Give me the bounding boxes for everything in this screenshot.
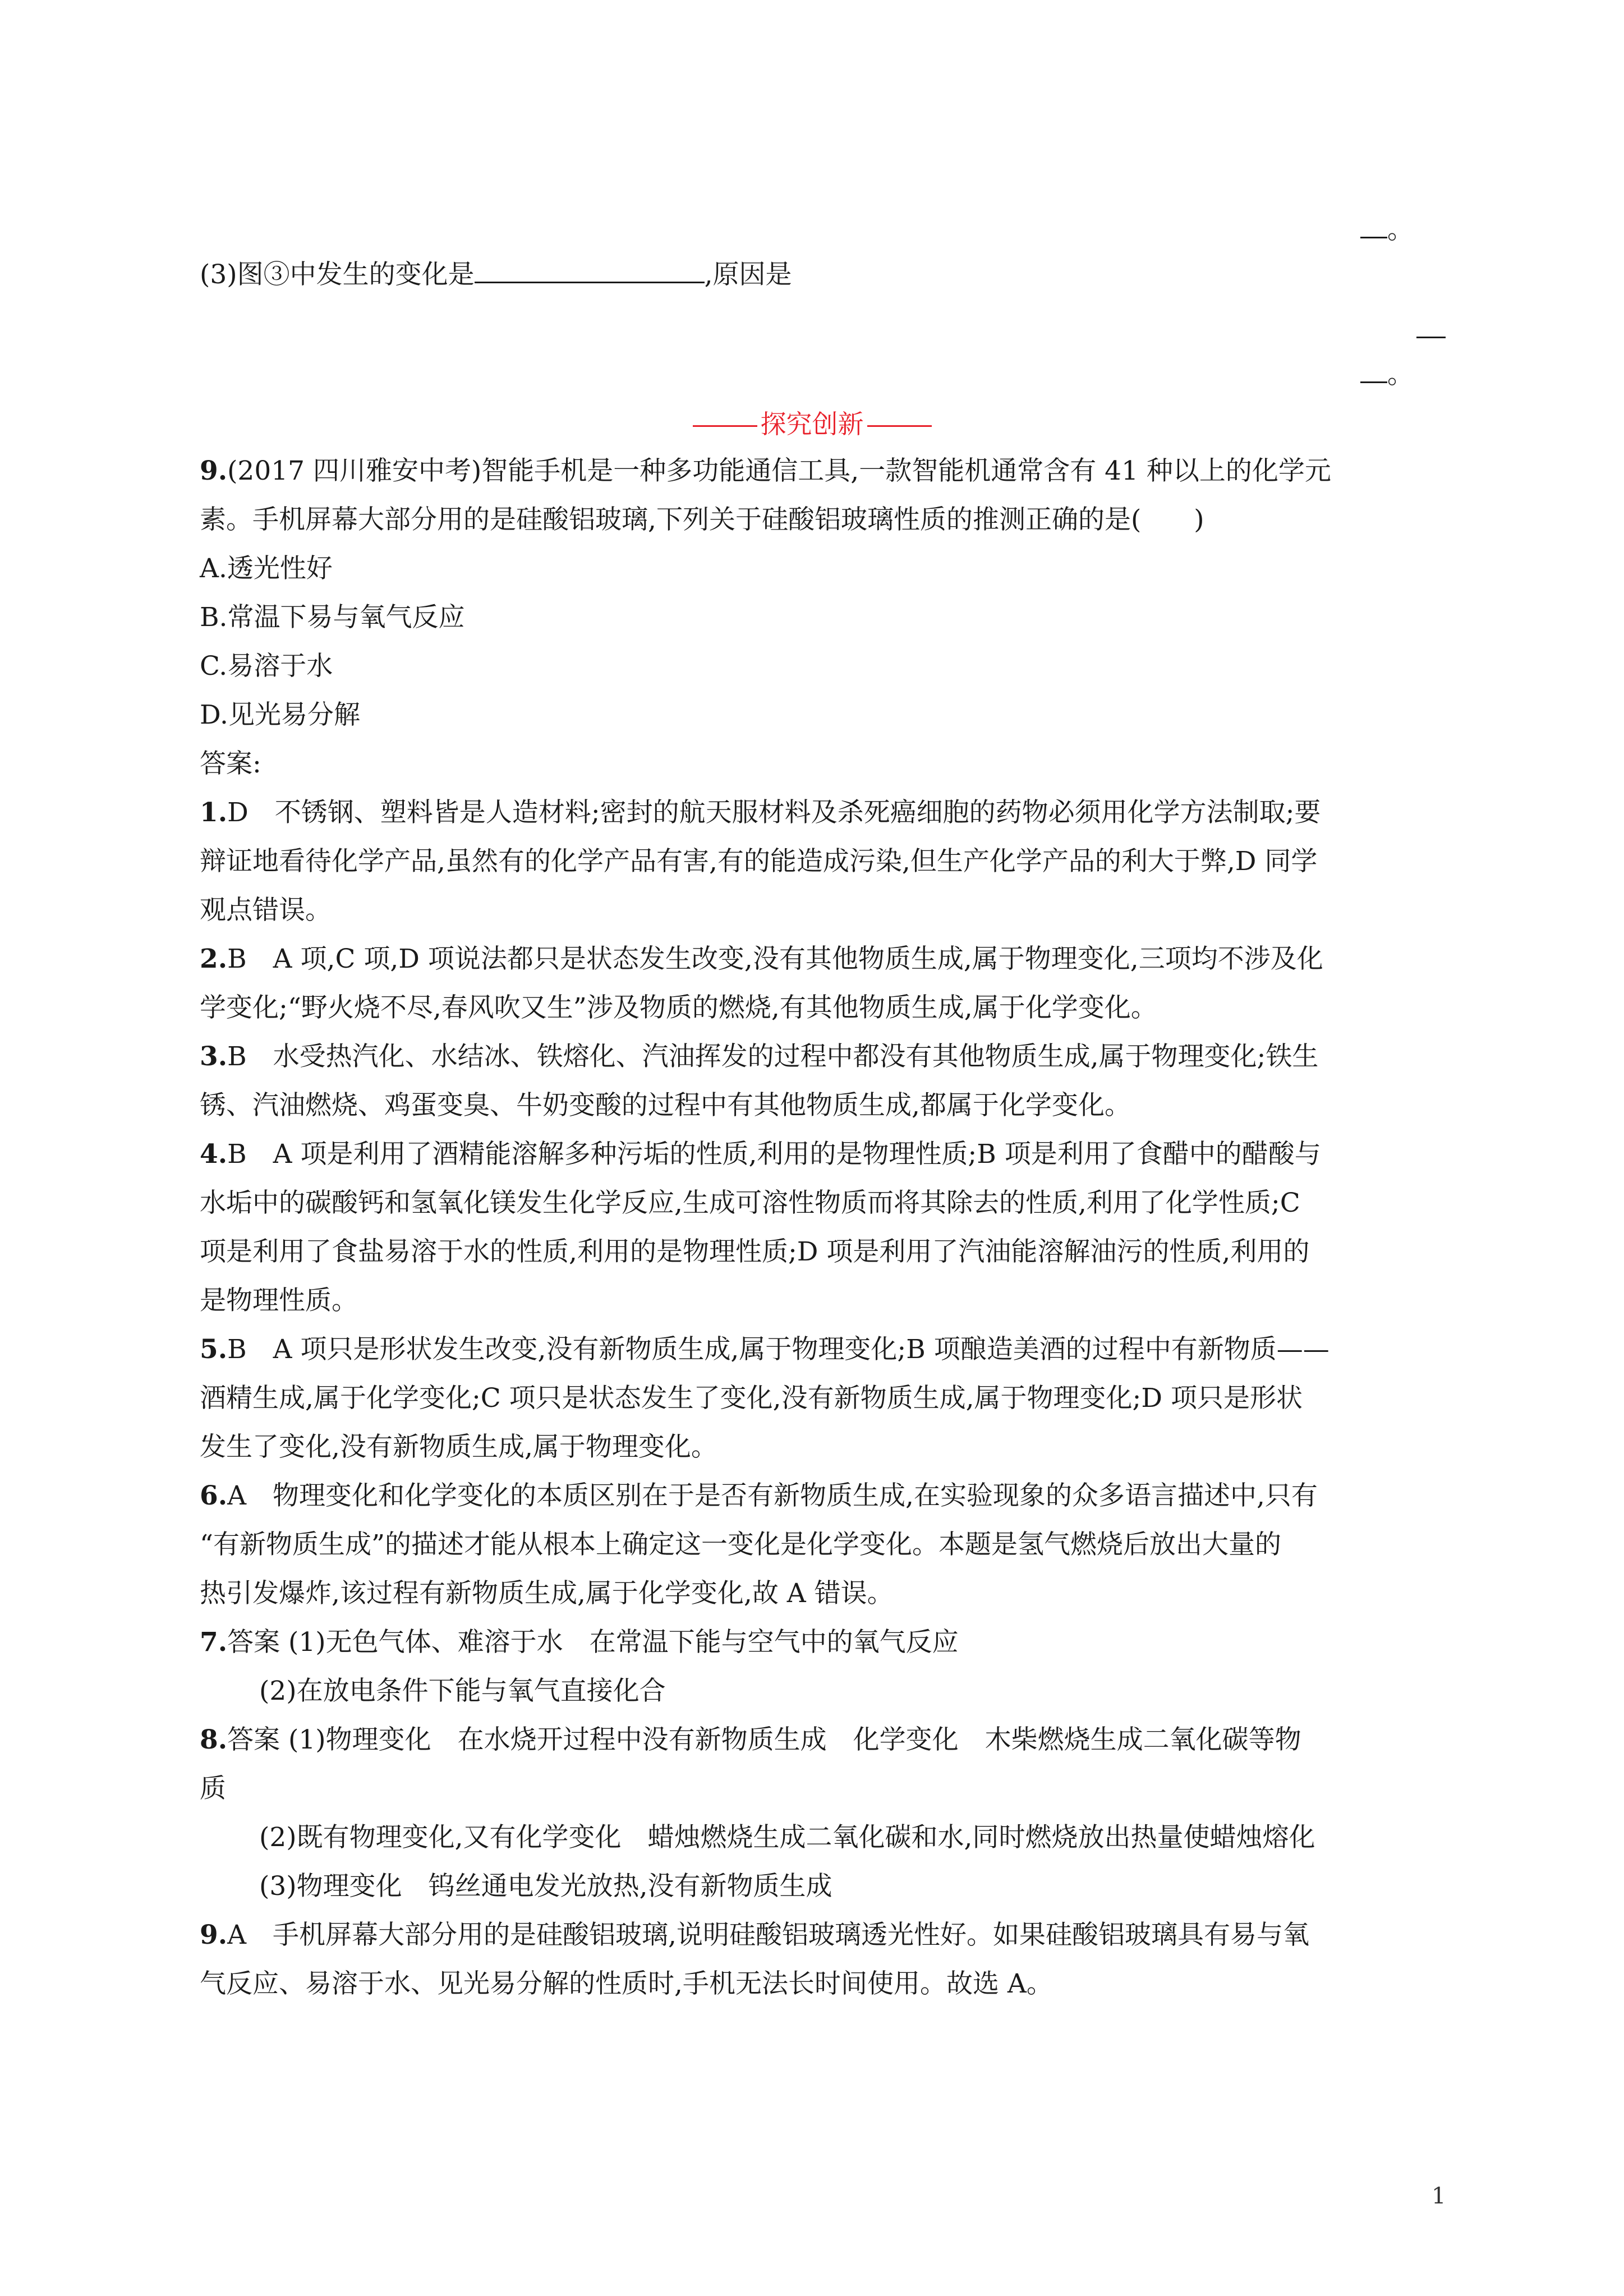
- answer-6-line-3: 热引发爆炸,该过程有新物质生成,属于化学变化,故 A 错误。: [200, 1578, 894, 1609]
- q9-option-a: A.透光性好: [200, 553, 333, 584]
- answer-8-sub-1: (2)既有物理变化,又有化学变化 蜡烛燃烧生成二氧化碳和水,同时燃烧放出热量使蜡烛熔化: [259, 1822, 1315, 1853]
- answer-5-line-1: 5.B A 项只是形状发生改变,没有新物质生成,属于物理变化;B 项酿造美酒的过程中有新物质——: [200, 1334, 1329, 1365]
- q9-stem-line-1: 9.(2017 四川雅安中考)智能手机是一种多功能通信工具,一款智能机通常含有 41 种以上的化学元: [200, 455, 1331, 486]
- fill-dash: [1360, 214, 1387, 238]
- q9-stem-line-2: 素。手机屏幕大部分用的是硅酸铝玻璃,下列关于硅酸铝玻璃性质的推测正确的是( ): [200, 504, 1204, 535]
- answer-4-line-2: 水垢中的碳酸钙和氢氧化镁发生化学反应,生成可溶性物质而将其除去的性质,利用了化学性质;C: [200, 1188, 1300, 1218]
- answer-1-line-3: 观点错误。: [200, 895, 332, 926]
- answer-8-line-2: 质: [200, 1773, 226, 1804]
- answer-3-line-2: 锈、汽油燃烧、鸡蛋变臭、牛奶变酸的过程中有其他物质生成,都属于化学变化。: [200, 1090, 1131, 1121]
- answer-4-line-4: 是物理性质。: [200, 1285, 358, 1316]
- q8-part3-text: (3)图③中发生的变化是: [200, 259, 475, 290]
- q8-part3-line: [200, 257, 792, 292]
- section-title: 探究创新: [760, 409, 864, 439]
- answer-2-line-1: 2.B A 项,C 项,D 项说法都只是状态发生改变,没有其他物质生成,属于物理变化,三项均不涉及化: [200, 944, 1323, 974]
- heading-rule-left: [693, 425, 757, 427]
- answer-5-line-3: 发生了变化,没有新物质生成,属于物理变化。: [200, 1432, 717, 1462]
- line-end-mark-2: 。: [1360, 358, 1414, 392]
- answer-3-line-1: 3.B 水受热汽化、水结冰、铁熔化、汽油挥发的过程中都没有其他物质生成,属于物理变化;铁生: [200, 1041, 1319, 1072]
- q9-option-c: C.易溶于水: [200, 651, 333, 682]
- answer-7-sub-1: (2)在放电条件下能与氧气直接化合: [259, 1676, 666, 1706]
- answer-blank[interactable]: [475, 257, 705, 283]
- fill-dash: [1360, 359, 1387, 383]
- answer-5-line-2: 酒精生成,属于化学变化;C 项只是状态发生了变化,没有新物质生成,属于物理变化;D 项只是形状: [200, 1383, 1303, 1414]
- q9-option-b: B.常温下易与氧气反应: [200, 602, 465, 633]
- answer-4-line-1: 4.B A 项是利用了酒精能溶解多种污垢的性质,利用的是物理性质;B 项是利用了食醋中的醋酸与: [200, 1139, 1321, 1170]
- q8-part3-reason: ,原因是: [704, 259, 792, 290]
- heading-rule-right: [867, 425, 932, 427]
- page-number: 1: [1432, 2183, 1446, 2209]
- answer-8-line-1: 8.答案 (1)物理变化 在水烧开过程中没有新物质生成 化学变化 木柴燃烧生成二氧化碳等物: [200, 1724, 1301, 1755]
- answers-label: 答案:: [200, 748, 261, 779]
- question-number: 9.: [200, 455, 228, 486]
- answer-6-line-1: 6.A 物理变化和化学变化的本质区别在于是否有新物质生成,在实验现象的众多语言描述中,只有: [200, 1480, 1318, 1511]
- answer-8-sub-2: (3)物理变化 钨丝通电发光放热,没有新物质生成: [259, 1871, 832, 1902]
- answer-7-line-1: 7.答案 (1)无色气体、难溶于水 在常温下能与空气中的氧气反应: [200, 1627, 959, 1658]
- answer-2-line-2: 学变化;“野火烧不尽,春风吹又生”涉及物质的燃烧,有其他物质生成,属于化学变化。: [200, 992, 1157, 1023]
- answer-9-line-2: 气反应、易溶于水、见光易分解的性质时,手机无法长时间使用。故选 A。: [200, 1968, 1053, 1999]
- q9-option-d: D.见光易分解: [200, 700, 360, 730]
- section-heading: [0, 407, 1624, 441]
- answer-1-line-1: 1.D 不锈钢、塑料皆是人造材料;密封的航天服材料及杀死癌细胞的药物必须用化学方法制取;要: [200, 797, 1321, 828]
- answer-9-line-1: 9.A 手机屏幕大部分用的是硅酸铝玻璃,说明硅酸铝玻璃透光性好。如果硅酸铝玻璃具有易与氧: [200, 1920, 1309, 1950]
- fill-dash-right: [1416, 337, 1446, 338]
- answer-6-line-2: “有新物质生成”的描述才能从根本上确定这一变化是化学变化。本题是氢气燃烧后放出大量的: [200, 1529, 1282, 1560]
- answer-1-line-2: 辩证地看待化学产品,虽然有的化学产品有害,有的能造成污染,但生产化学产品的利大于弊,D 同学: [200, 846, 1318, 877]
- answer-4-line-3: 项是利用了食盐易溶于水的性质,利用的是物理性质;D 项是利用了汽油能溶解油污的性质,利用的: [200, 1236, 1310, 1267]
- line-end-mark-1: 。: [1360, 213, 1414, 247]
